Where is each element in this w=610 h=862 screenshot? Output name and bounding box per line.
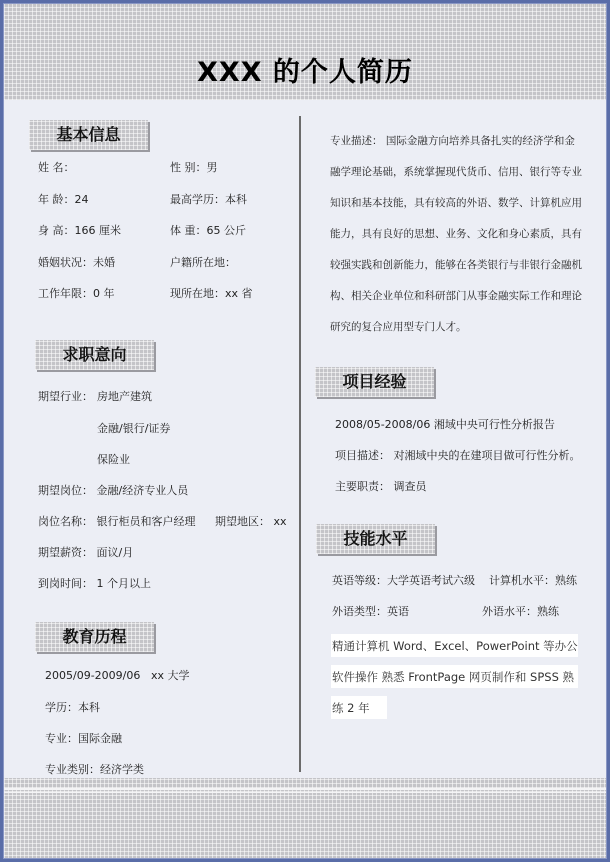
- edu-period: 2005/09-2009/06: [45, 669, 141, 682]
- basic-work-years: 工作年限：0 年: [38, 287, 115, 300]
- intent-position: 期望岗位： 金融/经济专业人员: [38, 484, 189, 497]
- intent-industry-1: 房地产建筑: [97, 390, 152, 403]
- section-title-skills: 技能水平: [316, 524, 435, 554]
- edu-degree: 学历：本科: [45, 701, 100, 714]
- basic-height: 身 高：166 厘米: [38, 224, 121, 237]
- footer-rule: [4, 788, 606, 790]
- basic-weight: 体 重：65 公斤: [170, 224, 246, 237]
- edu-major: 专业：国际金融: [45, 732, 122, 745]
- intent-salary: 期望薪资： 面议/月: [38, 546, 134, 559]
- intent-job-name: 岗位名称： 银行柜员和客户经理: [38, 515, 196, 528]
- skill-english: 英语等级：大学英语考试六级: [332, 574, 475, 587]
- section-title-basic: 基本信息: [29, 120, 148, 150]
- footer-band: [4, 778, 606, 859]
- project-description: 项目描述： 对湘域中央的在建项目做可行性分析。: [335, 449, 581, 462]
- resume-page: [3, 3, 607, 859]
- project-line: 2008/05-2008/06 湘域中央可行性分析报告: [335, 418, 555, 431]
- intent-industry-2: 金融/银行/证券: [97, 422, 171, 435]
- basic-education: 最高学历：本科: [170, 193, 247, 206]
- basic-gender: 性 别：男: [170, 161, 218, 174]
- footer-rule-thin: [4, 792, 606, 793]
- edu-school: xx 大学: [151, 669, 190, 682]
- section-title-education: 教育历程: [35, 622, 154, 652]
- intent-industry-3: 保险业: [97, 453, 130, 466]
- section-title-intent: 求职意向: [35, 340, 154, 370]
- edu-category: 专业类别：经济学类: [45, 763, 144, 776]
- major-description: 专业描述： 国际金融方向培养具备扎实的经济学和金融学理论基础，系统掌握现代货币、信用、银行等专业知识和基本技能，具有较高的外语、数学、计算机应用能力，具有良好的思想、业务、文化和身心素质，具有较强实践和创新能力，能够在各类银行与非银行金融机构、相关企业单位和科研部门从事金融实际工作和理论研究的复合应用型专门人才。: [330, 135, 582, 333]
- intent-industry-label: 期望行业：: [38, 390, 93, 403]
- basic-location: 现所在地：xx 省: [170, 287, 253, 300]
- intent-arrival: 到岗时间： 1 个月以上: [38, 577, 151, 590]
- basic-age: 年 龄：24: [38, 193, 89, 206]
- section-title-project: 项目经验: [315, 367, 434, 397]
- skill-lang-type: 外语类型：英语: [332, 605, 409, 618]
- page-title: XXX 的个人简历: [197, 57, 413, 88]
- skill-computer: 计算机水平：熟练: [489, 574, 577, 587]
- basic-marital: 婚姻状况：未婚: [38, 256, 115, 269]
- column-divider: [299, 116, 301, 772]
- basic-name: 姓 名：: [38, 161, 75, 174]
- intent-area: 期望地区： xx: [215, 515, 287, 528]
- project-duty: 主要职责： 调查员: [335, 480, 427, 493]
- header-band: [4, 4, 606, 100]
- skill-lang-level: 外语水平：熟练: [482, 605, 559, 618]
- skills-text: 精通计算机 Word、Excel、PowerPoint 等办公软件操作 熟悉 FrontPage 网页制作和 SPSS 熟练 2 年: [332, 639, 578, 715]
- basic-hukou: 户籍所在地：: [170, 256, 236, 269]
